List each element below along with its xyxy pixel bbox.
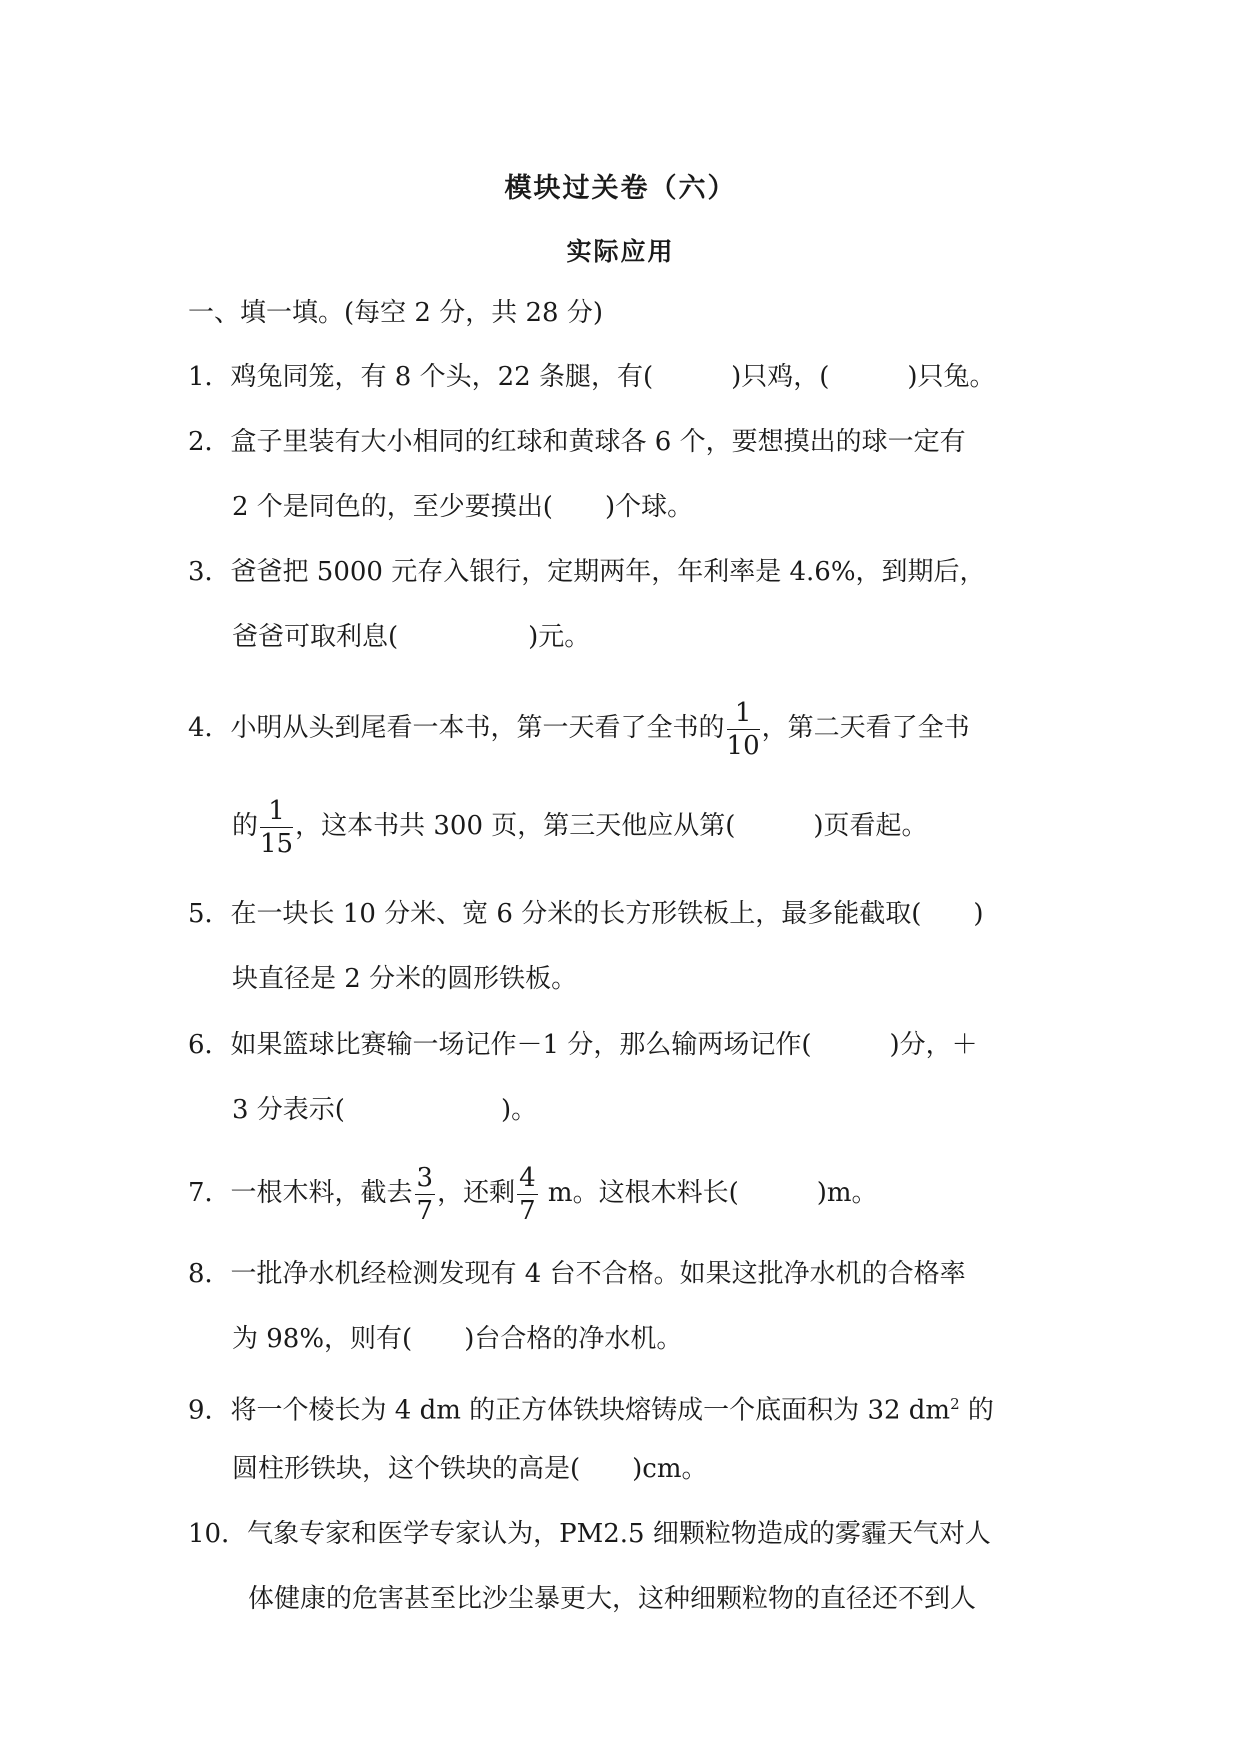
superscript-2: 2 [950,1395,960,1413]
question-10-line-1: 10．气象专家和医学专家认为，PM2.5 细颗粒物造成的雾霾天气对人 [188,1519,991,1549]
fraction-numerator: 4 [519,1162,536,1193]
question-3-line-1: 3．爸爸把 5000 元存入银行，定期两年，年利率是 4.6%，到期后， [188,557,986,587]
section-header: 一、填一填。(每空 2 分，共 28 分) [188,298,603,328]
fraction-numerator: 3 [416,1162,434,1193]
question-9-text-b: 的 [959,1395,994,1426]
question-4-text-a: 4．小明从头到尾看一本书，第一天看了全书的 [188,713,725,743]
question-6-line-1: 6．如果篮球比赛输一场记作－1 分，那么输两场记作( )分，＋ [188,1030,978,1060]
question-4-line-1 [188,688,970,768]
fraction-1-15 [260,795,294,859]
question-7-text-c: m。这根木料长( )m。 [539,1178,878,1208]
fraction-denominator: 10 [726,730,760,761]
fraction-4-7 [517,1162,538,1226]
question-7-text-a: 7．一根木料，截去 [188,1178,413,1208]
fraction-1-10 [726,697,760,761]
question-2-line-1: 2．盒子里装有大小相同的红球和黄球各 6 个，要想摸出的球一定有 [188,427,966,457]
question-5-line-1: 5．在一块长 10 分米、宽 6 分米的长方形铁板上，最多能截取( ) [188,899,984,929]
question-4-text-c: 的 [232,811,259,841]
question-10-line-2: 体健康的危害甚至比沙尘暴更大，这种细颗粒物的直径还不到人 [248,1584,977,1614]
question-7-text-b: ，还剩 [437,1178,516,1208]
question-9-line-1 [188,1387,994,1428]
page-subtitle: 实际应用 [566,237,675,266]
question-4-line-2 [232,786,928,866]
question-8-line-1: 8．一批净水机经检测发现有 4 台不合格。如果这批净水机的合格率 [188,1259,966,1289]
question-4-text-b: ，第二天看了全书 [761,713,970,743]
fraction-numerator: 1 [260,798,293,828]
question-9-line-2: 圆柱形铁块，这个铁块的高是( )cm。 [232,1454,708,1484]
question-7 [188,1153,878,1233]
fraction-3-7 [415,1162,436,1226]
page-title: 模块过关卷（六） [504,173,737,204]
question-8-line-2: 为 98%，则有( )台合格的净水机。 [232,1324,683,1354]
question-2-line-2: 2 个是同色的，至少要摸出( )个球。 [232,492,694,522]
question-3-line-2: 爸爸可取利息( )元。 [232,622,591,652]
fraction-denominator: 7 [416,1195,434,1226]
fraction-denominator: 15 [260,828,294,859]
question-9-text-a: 9．将一个棱长为 4 dm 的正方体铁块熔铸成一个底面积为 32 dm [188,1395,951,1426]
question-4-text-d: ，这本书共 300 页，第三天他应从第( )页看起。 [295,811,928,841]
question-5-line-2: 块直径是 2 分米的圆形铁板。 [232,964,578,994]
fraction-denominator: 7 [519,1195,536,1226]
fraction-numerator: 1 [727,700,760,730]
question-6-line-2: 3 分表示( )。 [232,1095,538,1125]
question-1: 1．鸡兔同笼，有 8 个头，22 条腿，有( )只鸡，( )只兔。 [188,362,996,392]
